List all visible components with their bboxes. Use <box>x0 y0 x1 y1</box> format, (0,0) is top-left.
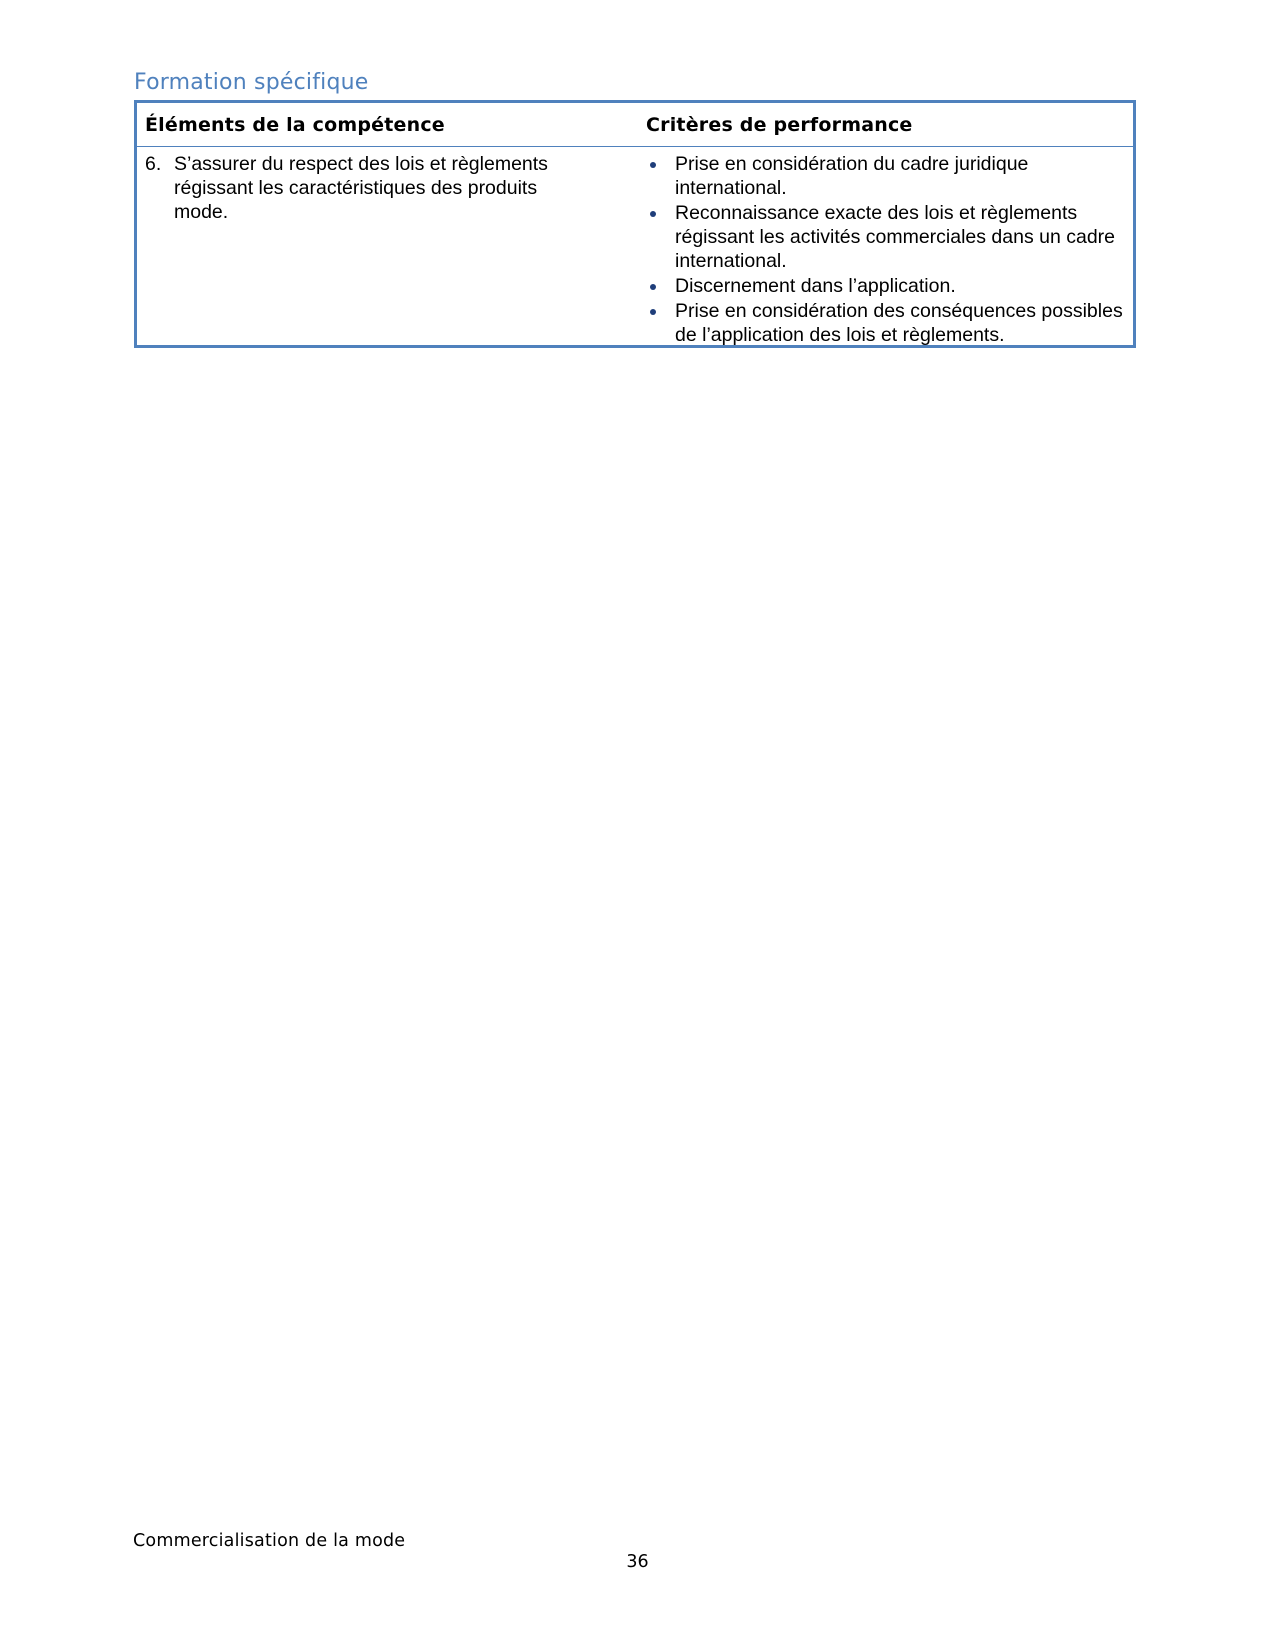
section-title: Formation spécifique <box>134 70 369 95</box>
criteria-text: Discernement dans l’application. <box>675 275 956 297</box>
bullet-icon <box>650 162 656 168</box>
element-number: 6. <box>145 153 162 175</box>
bullet-icon <box>650 309 656 315</box>
page-number: 36 <box>626 1552 649 1572</box>
criteria-text: Reconnaissance exacte des lois et règlements régissant les activités commerciales dans un cadre international. <box>675 202 1116 272</box>
header-elements: Éléments de la compétence <box>145 114 445 136</box>
criteria-item <box>646 152 1126 200</box>
element-cell <box>145 152 585 224</box>
criteria-item <box>646 274 1126 298</box>
criteria-item <box>646 299 1126 347</box>
criteria-text: Prise en considération du cadre juridique international. <box>675 153 1029 199</box>
criteria-item <box>646 201 1126 273</box>
footer-program-name: Commercialisation de la mode <box>133 1531 406 1551</box>
element-text: S’assurer du respect des lois et règlements régissant les caractéristiques des produits mode. <box>174 153 548 223</box>
table-header-row <box>137 103 1133 147</box>
bullet-icon <box>650 284 656 290</box>
criteria-text: Prise en considération des conséquences possibles de l’application des lois et règlements. <box>675 300 1123 346</box>
bullet-icon <box>650 211 656 217</box>
competency-table <box>134 100 1136 348</box>
criteria-list <box>646 152 1126 348</box>
header-criteria: Critères de performance <box>646 114 913 136</box>
